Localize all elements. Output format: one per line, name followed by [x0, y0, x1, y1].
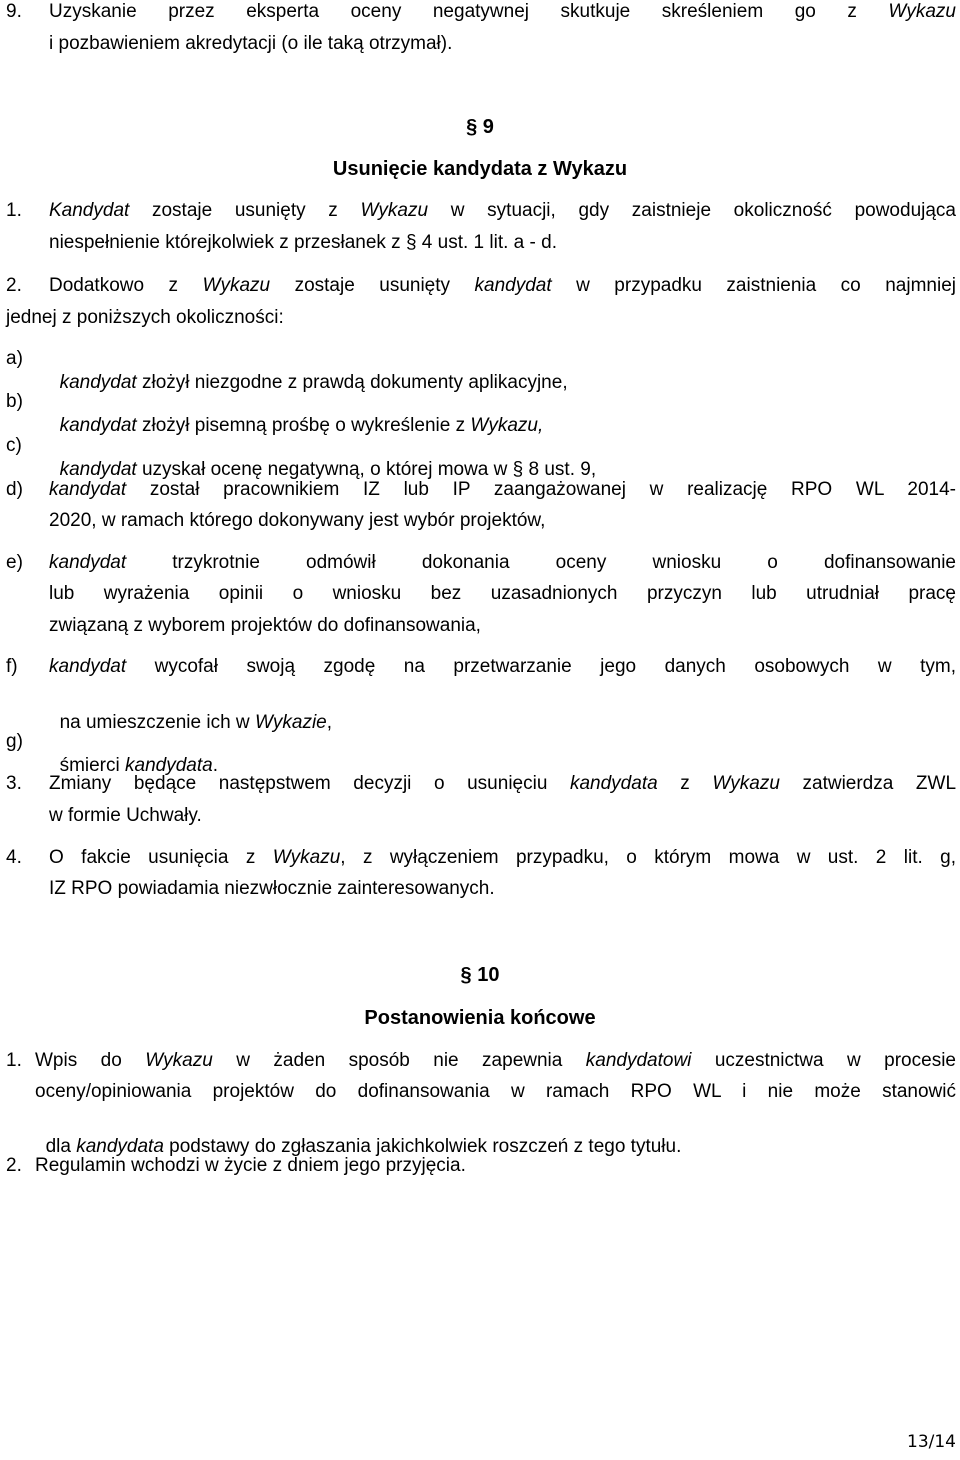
item-9-line-1	[49, 0, 956, 24]
item-9-line-2: i pozbawieniem akredytacji (o ile taką otrzymał).	[49, 33, 453, 54]
subitem-b-kandydat: kandydat	[59, 415, 137, 436]
subitem-c-text	[49, 434, 596, 482]
s9-item-1-text-a: zostaje usunięty z	[129, 200, 361, 221]
subitem-e-line-2: lub wyrażenia opinii o wniosku bez uzasadnionych przyczyn lub utrudniał pracę	[49, 583, 956, 604]
page-number: 13/14	[907, 1432, 956, 1452]
s10-item-1-text-b: w żaden sposób nie zapewnia	[212, 1050, 586, 1071]
subitem-b-body: złożył pisemną prośbę o wykreślenie z	[136, 415, 471, 436]
s9-item-4-wykazu: Wykazu	[272, 847, 341, 868]
s9-item-1-number: 1.	[6, 200, 22, 221]
item-9-line-1-italic: Wykazu	[888, 1, 956, 22]
subitem-c-kandydat: kandydat	[59, 459, 137, 480]
s9-item-3-wykazu: Wykazu	[712, 773, 780, 794]
s9-item-3-line-1	[49, 772, 956, 796]
s9-item-2-wykazu: Wykazu	[202, 275, 271, 296]
s9-item-3-text-b: z	[657, 773, 713, 794]
subitem-a-text	[49, 347, 568, 395]
s9-item-3-number: 3.	[6, 773, 22, 794]
subitem-d-line-2: 2020, w ramach którego dokonywany jest wybór projektów,	[49, 510, 546, 531]
s9-item-3-text-a: Zmiany będące następstwem decyzji o usunięciu	[49, 773, 570, 794]
s10-item-1-line-2: oceny/opiniowania projektów do dofinansowania w ramach RPO WL i nie może stanowić	[35, 1081, 956, 1102]
s9-item-4-line-2: IZ RPO powiadamia niezwłocznie zainteresowanych.	[49, 878, 495, 899]
s10-item-1-line-3	[35, 1111, 681, 1159]
s9-item-2-kandydat: kandydat	[474, 275, 552, 296]
section-9-number: § 9	[466, 116, 494, 138]
subitem-e-label: e)	[6, 552, 23, 573]
s9-item-3-kandydata: kandydata	[569, 773, 658, 794]
section-10-number: § 10	[460, 964, 500, 986]
subitem-b-wykazu: Wykazu,	[470, 415, 544, 436]
item-9-line-1-text: Uzyskanie przez eksperta oceny negatywnej skutkuje skreśleniem go z	[49, 1, 889, 22]
subitem-d-label: d)	[6, 479, 23, 500]
subitem-d-line-1	[49, 478, 956, 502]
s9-item-4-text-a: O fakcie usunięcia z	[49, 847, 273, 868]
subitem-b-label: b)	[6, 391, 23, 412]
subitem-d-body-1: został pracownikiem IZ lub IP zaangażowanej w realizację RPO WL 2014-	[126, 479, 956, 500]
s10-item-2-number: 2.	[6, 1155, 22, 1176]
subitem-b-text	[49, 390, 543, 438]
s10-item-1-text-c: uczestnictwa w procesie	[691, 1050, 956, 1071]
item-9-number: 9.	[6, 1, 22, 22]
s10-item-1-kandydata: kandydata	[76, 1136, 164, 1157]
subitem-d-kandydat: kandydat	[49, 479, 127, 500]
subitem-c-body: uzyskał ocenę negatywną, o której mowa w § 8 ust. 9,	[136, 459, 597, 480]
s9-item-2-text-a: Dodatkowo z	[49, 275, 203, 296]
subitem-g-end: .	[212, 755, 218, 776]
subitem-e-line-1	[49, 551, 956, 575]
s9-item-4-number: 4.	[6, 847, 22, 868]
subitem-g-kandydata: kandydata	[125, 755, 213, 776]
subitem-e-line-3: związaną z wyborem projektów do dofinansowania,	[49, 615, 481, 636]
subitem-f-kandydat: kandydat	[49, 656, 127, 677]
subitem-g-text	[49, 730, 218, 778]
s9-item-2-number: 2.	[6, 275, 22, 296]
section-9-title: Usunięcie kandydata z Wykazu	[332, 158, 628, 180]
s10-item-1-text-a: Wpis do	[35, 1050, 146, 1071]
s9-item-4-text-b: , z wyłączeniem przypadku, o którym mowa w ust. 2 lit. g,	[340, 847, 956, 868]
subitem-f-line-2	[49, 687, 332, 735]
s9-item-1-line-1	[49, 199, 956, 223]
subitem-a-kandydat: kandydat	[59, 372, 137, 393]
subitem-c-label: c)	[6, 435, 22, 456]
subitem-e-kandydat: kandydat	[49, 552, 127, 573]
subitem-f-body-2c: ,	[326, 712, 333, 733]
s9-item-4-line-1	[49, 846, 956, 870]
subitem-g-body: śmierci	[59, 755, 126, 776]
s10-item-1-number: 1.	[6, 1050, 22, 1071]
s9-item-2-line-1	[49, 274, 956, 298]
s9-item-2-text-c: w przypadku zaistnienia co najmniej	[551, 275, 956, 296]
s10-item-1-text-e: podstawy do zgłaszania jakichkolwiek roszczeń z tego tytułu.	[163, 1136, 682, 1157]
s9-item-1-kandydat: Kandydat	[49, 200, 130, 221]
s9-item-2-text-b: zostaje usunięty	[270, 275, 475, 296]
s10-item-1-wykazu: Wykazu	[145, 1050, 213, 1071]
subitem-a-label: a)	[6, 348, 23, 369]
s10-item-1-text-d: dla	[45, 1136, 77, 1157]
subitem-f-label: f)	[6, 656, 18, 677]
s10-item-2-text: Regulamin wchodzi w życie z dniem jego przyjęcia.	[35, 1155, 466, 1176]
s9-item-1-text-b: w sytuacji, gdy zaistnieje okoliczność powodująca	[428, 200, 956, 221]
subitem-f-body-1: wycofał swoją zgodę na przetwarzanie jego danych osobowych w tym,	[126, 656, 956, 677]
s10-item-1-kandydatowi: kandydatowi	[585, 1050, 692, 1071]
s9-item-3-line-2: w formie Uchwały.	[49, 805, 202, 826]
section-10-title: Postanowienia końcowe	[364, 1007, 596, 1029]
s9-item-3-text-c: zatwierdza ZWL	[779, 773, 957, 794]
subitem-g-label: g)	[6, 731, 23, 752]
subitem-f-wykazie: Wykazie	[254, 712, 327, 733]
s9-item-2-line-2: jednej z poniższych okoliczności:	[6, 307, 284, 328]
s10-item-1-line-1	[35, 1049, 956, 1073]
s9-item-1-wykazu: Wykazu	[360, 200, 429, 221]
subitem-f-line-1	[49, 655, 956, 679]
subitem-a-body: złożył niezgodne z prawdą dokumenty aplikacyjne,	[136, 372, 568, 393]
subitem-e-body-1: trzykrotnie odmówił dokonania oceny wniosku o dofinansowanie	[126, 552, 956, 573]
subitem-f-body-2a: na umieszczenie ich w	[59, 712, 255, 733]
s9-item-1-line-2: niespełnienie którejkolwiek z przesłanek z § 4 ust. 1 lit. a - d.	[49, 232, 557, 253]
